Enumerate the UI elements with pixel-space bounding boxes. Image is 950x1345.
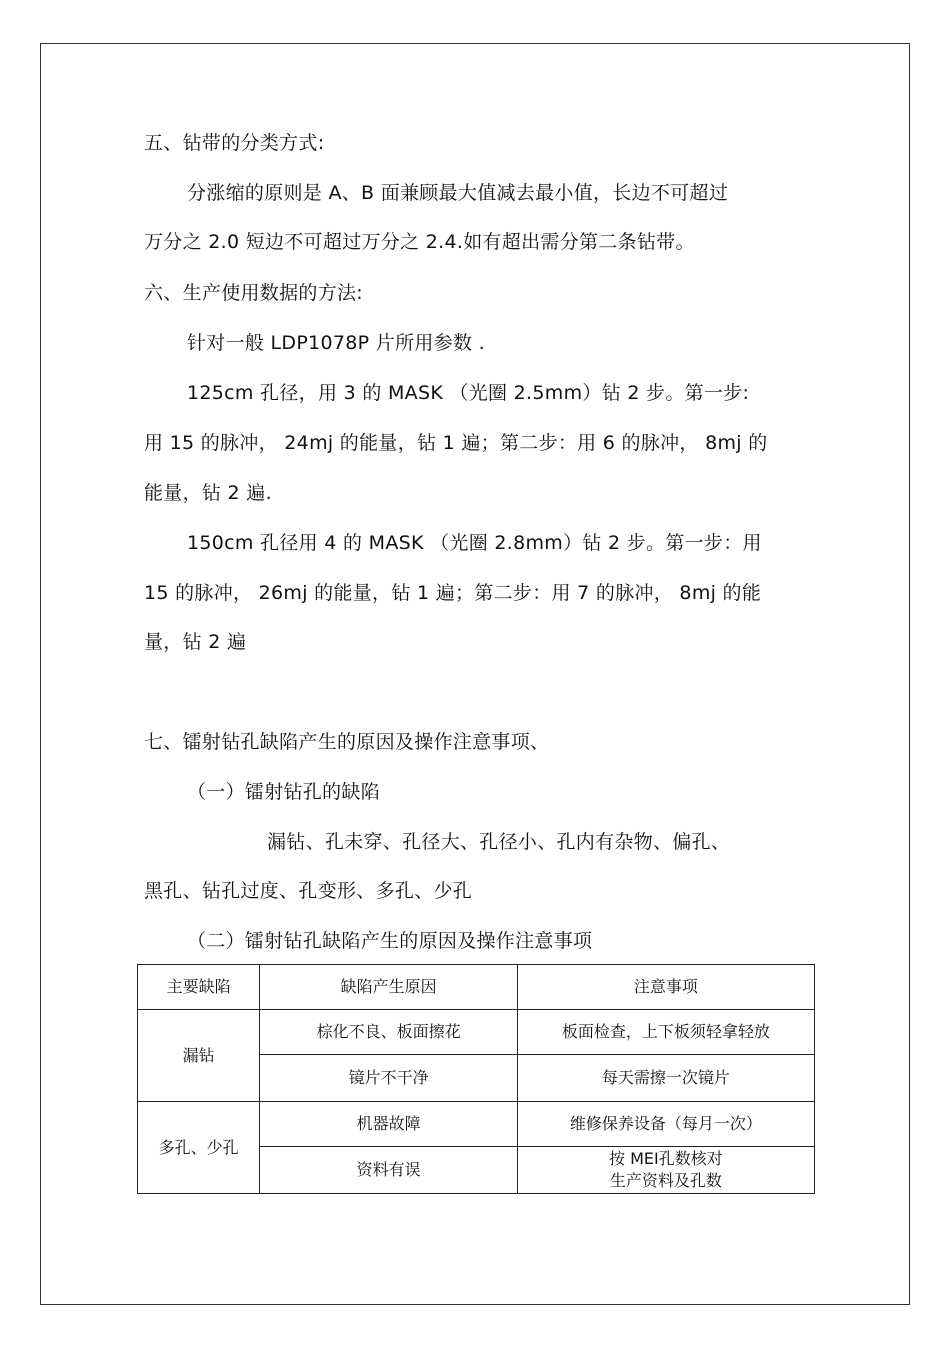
paragraph-line: 漏钻、孔未穿、孔径大、孔径小、孔内有杂物、偏孔、 <box>267 831 731 853</box>
table-row <box>138 1102 815 1147</box>
paragraph-line: 用 15 的脉冲， 24mj 的能量，钻 1 遍；第二步：用 6 的脉冲， 8mj 的 <box>144 432 768 454</box>
paragraph-line: 量，钻 2 遍 <box>144 631 247 653</box>
cause-cell: 棕化不良、板面擦花 <box>260 1010 517 1055</box>
defect-table <box>137 964 815 1194</box>
paragraph-line: 万分之 2.0 短边不可超过万分之 2.4.如有超出需分第二条钻带。 <box>144 231 695 253</box>
cause-cell: 资料有误 <box>260 1147 517 1194</box>
paragraph-line: 针对一般 LDP1078P 片所用参数 . <box>187 332 485 354</box>
table-row <box>138 1010 815 1055</box>
note-line: 按 MEI孔数核对 <box>609 1149 723 1168</box>
note-line: 生产资料及孔数 <box>609 1171 722 1190</box>
paragraph-line: 150cm 孔径用 4 的 MASK （光圈 2.8mm）钻 2 步。第一步：用 <box>187 532 762 554</box>
table-header-row <box>138 965 815 1010</box>
cause-cell: 机器故障 <box>260 1102 517 1147</box>
header-cell: 注意事项 <box>517 965 814 1010</box>
cause-cell: 镜片不干净 <box>260 1055 517 1102</box>
paragraph-line: 125cm 孔径，用 3 的 MASK （光圈 2.5mm）钻 2 步。第一步: <box>187 382 750 404</box>
section-7-heading: 七、镭射钻孔缺陷产生的原因及操作注意事项、 <box>144 731 550 753</box>
section-6-heading: 六、生产使用数据的方法: <box>144 282 364 304</box>
paragraph-line: 15 的脉冲， 26mj 的能量，钻 1 遍；第二步：用 7 的脉冲， 8mj 的能 <box>144 582 762 604</box>
paragraph-line: 黑孔、钻孔过度、孔变形、多孔、少孔 <box>144 880 473 902</box>
paragraph-line: 分涨缩的原则是 A、B 面兼顾最大值减去最小值，长边不可超过 <box>187 182 729 204</box>
defect-cell: 多孔、少孔 <box>138 1102 260 1194</box>
subsection-2-heading: （二）镭射钻孔缺陷产生的原因及操作注意事项 <box>187 930 593 952</box>
section-5-heading: 五、钻带的分类方式: <box>144 132 325 154</box>
subsection-1-heading: （一）镭射钻孔的缺陷 <box>187 781 381 803</box>
defect-cell: 漏钻 <box>138 1010 260 1102</box>
header-cell: 主要缺陷 <box>138 965 260 1010</box>
header-cell: 缺陷产生原因 <box>260 965 517 1010</box>
note-cell: 每天需擦一次镜片 <box>517 1055 814 1102</box>
note-cell: 维修保养设备（每月一次） <box>517 1102 814 1147</box>
note-cell: 板面检查，上下板须轻拿轻放 <box>517 1010 814 1055</box>
note-cell <box>517 1147 814 1194</box>
paragraph-line: 能量，钻 2 遍. <box>144 482 272 504</box>
